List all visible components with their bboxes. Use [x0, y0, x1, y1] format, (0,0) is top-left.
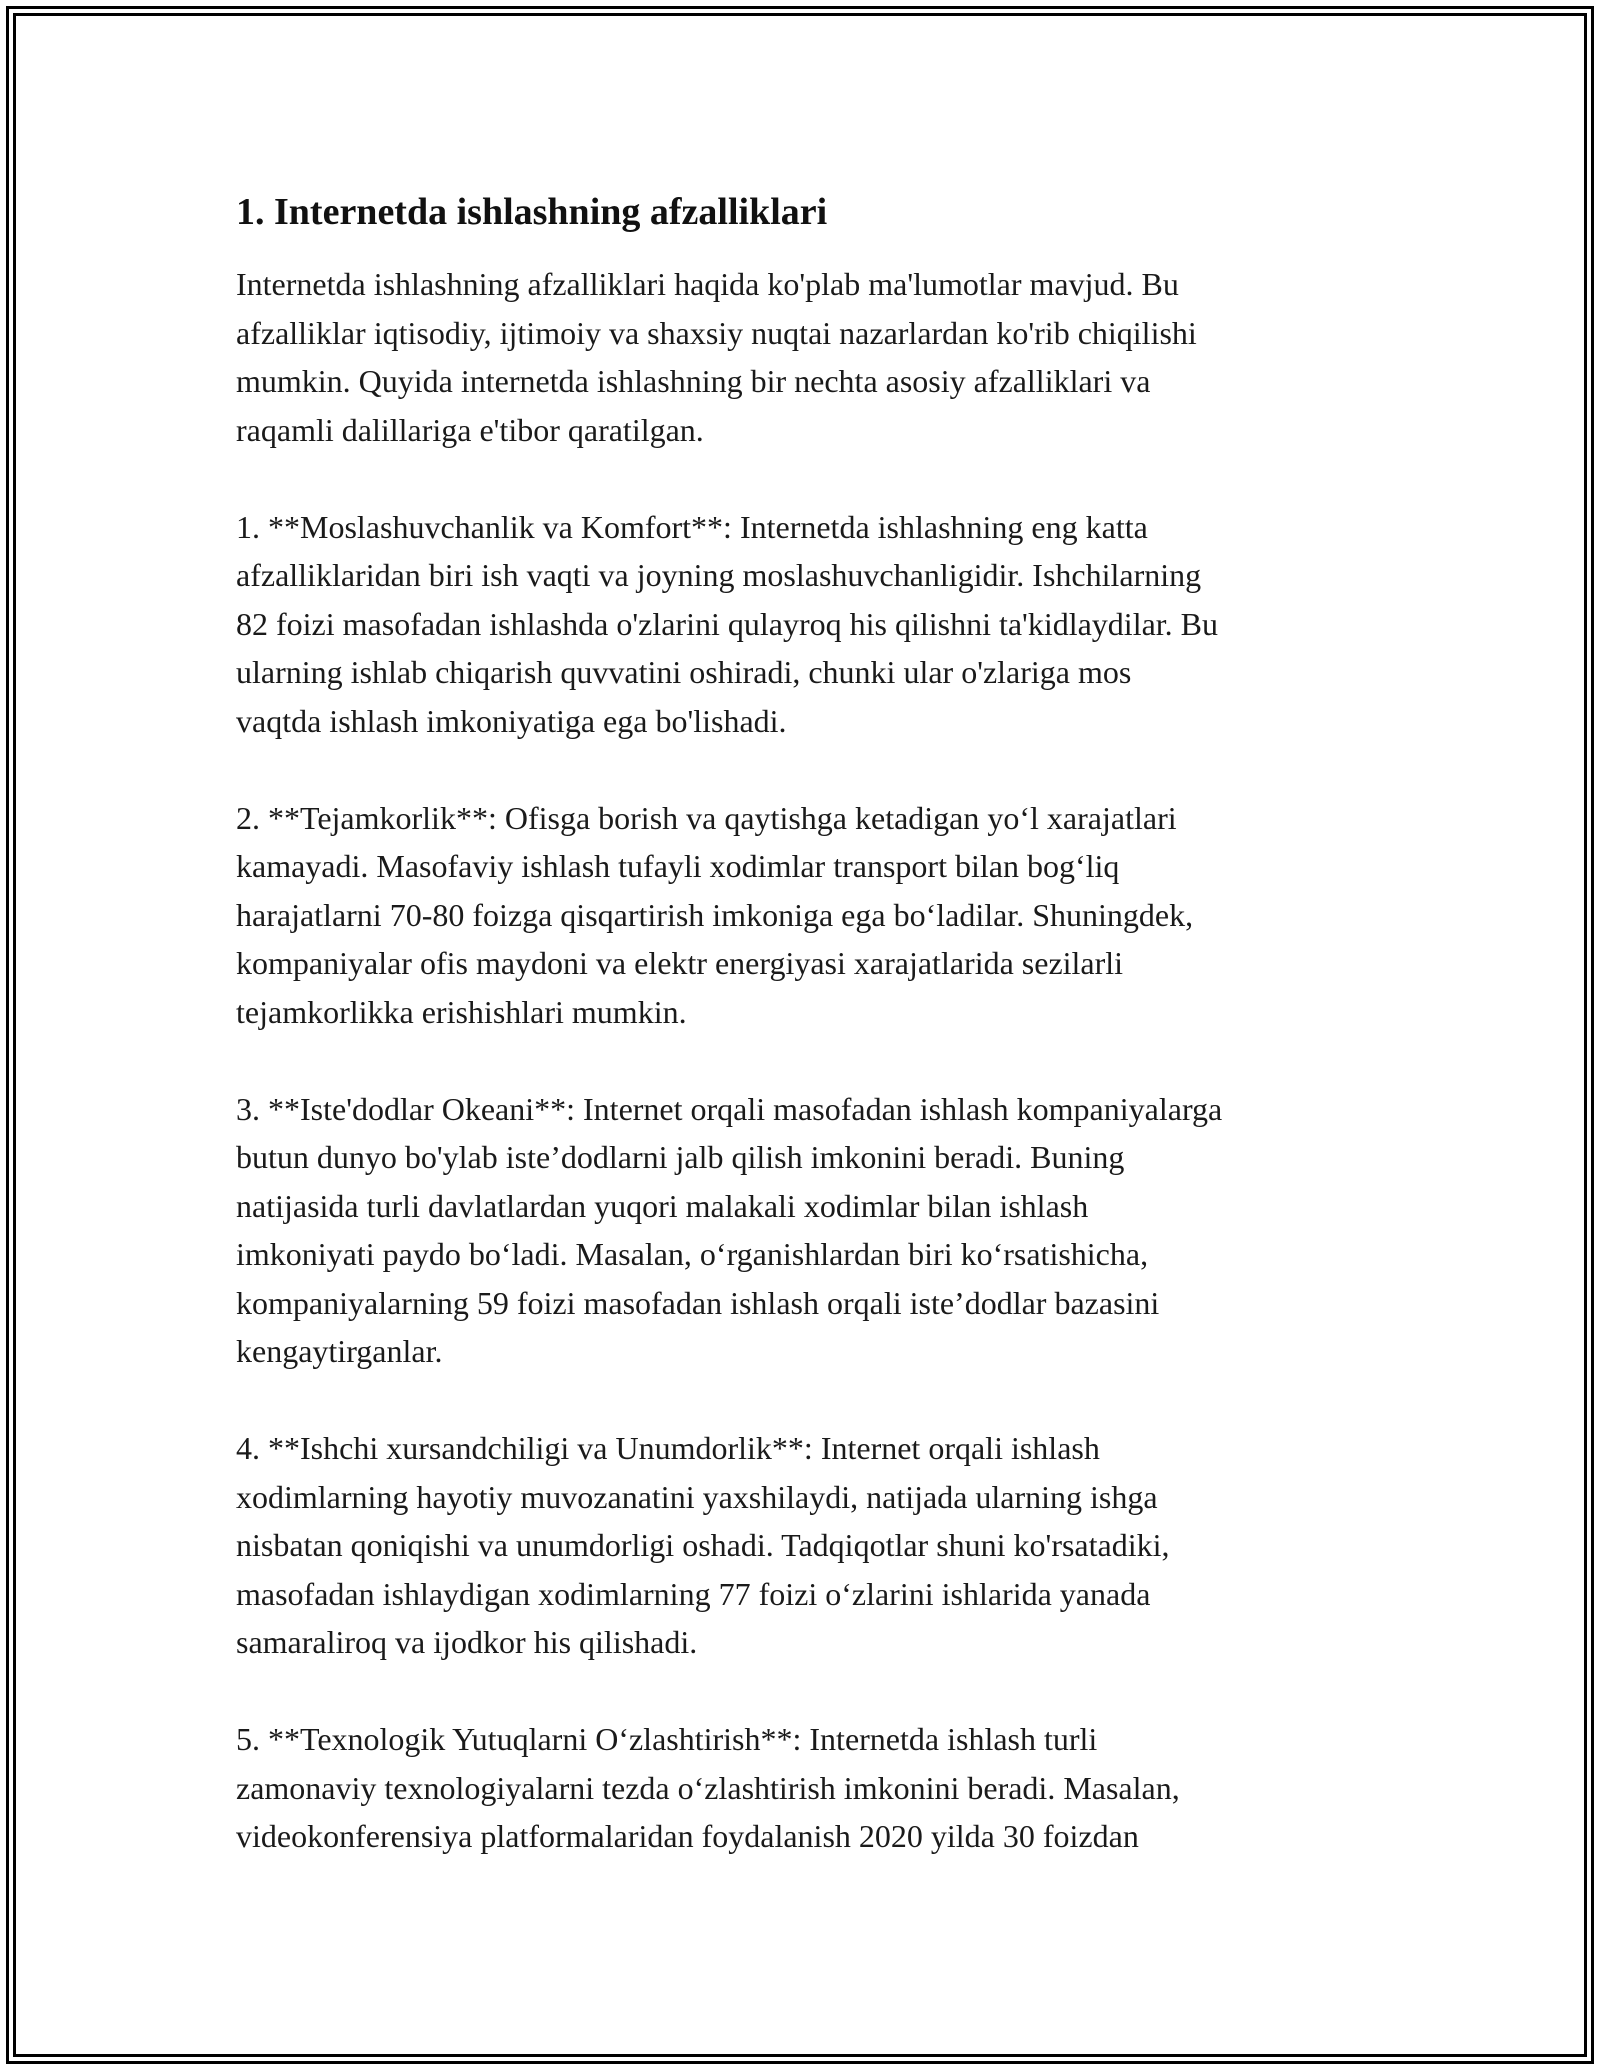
paragraph-line: tejamkorlikka erishishlari mumkin.	[236, 993, 687, 1030]
paragraph-line: 4. **Ishchi xursandchiligi va Unumdorlik**: Internet orqali ishlash	[236, 1430, 1100, 1466]
paragraph-line: mumkin. Quyida internetda ishlashning bir nechta asosiy afzalliklari va	[236, 363, 1151, 399]
paragraph-line: kompaniyalar ofis maydoni va elektr energiyasi xarajatlarida sezilarli	[236, 945, 1124, 981]
paragraph-line: afzalliklar iqtisodiy, ijtimoiy va shaxsiy nuqtai nazarlardan ko'rib chiqilishi	[236, 314, 1197, 351]
point-1-paragraph	[236, 503, 1386, 746]
paragraph-line: xodimlarning hayotiy muvozanatini yaxshilaydi, natijada ularning ishga	[236, 1478, 1158, 1515]
paragraph-line: kamayadi. Masofaviy ishlash tufayli xodimlar transport bilan bog‘liq	[236, 848, 1120, 884]
intro-paragraph	[236, 260, 1386, 454]
paragraph-line: natijasida turli davlatlardan yuqori malakali xodimlar bilan ishlash	[236, 1187, 1089, 1224]
paragraph-line: 2. **Tejamkorlik**: Ofisga borish va qaytishga ketadigan yo‘l xarajatlari	[236, 799, 1177, 836]
paragraph-line: imkoniyati paydo bo‘ladi. Masalan, o‘rganishlardan biri ko‘rsatishicha,	[236, 1236, 1149, 1272]
paragraph-line: 1. **Moslashuvchanlik va Komfort**: Internetda ishlashning eng katta	[236, 508, 1148, 545]
point-2-paragraph	[236, 794, 1386, 1037]
paragraph-line: samaraliroq va ijodkor his qilishadi.	[236, 1624, 698, 1660]
paragraph-line: harajatlarni 70-80 foizga qisqartirish imkoniga ega bo‘ladilar. Shuningdek,	[236, 896, 1194, 933]
paragraph-line: kengaytirganlar.	[236, 1333, 443, 1369]
paragraph-line: videokonferensiya platformalaridan foydalanish 2020 yilda 30 foizdan	[236, 1818, 1139, 1854]
paragraph-line: 82 foizi masofadan ishlashda o'zlarini qulayroq his qilishni ta'kidlaydilar. Bu	[236, 605, 1219, 642]
paragraph-line: butun dunyo bo'ylab iste’dodlarni jalb qilish imkonini beradi. Buning	[236, 1139, 1125, 1175]
paragraph-line: zamonaviy texnologiyalarni tezda o‘zlashtirish imkonini beradi. Masalan,	[236, 1769, 1180, 1806]
paragraph-line: vaqtda ishlash imkoniyatiga ega bo'lishadi.	[236, 702, 787, 739]
section-heading: 1. Internetda ishlashning afzalliklari	[236, 191, 828, 233]
paragraph-line: afzalliklaridan biri ish vaqti va joyning moslashuvchanligidir. Ishchilarning	[236, 557, 1202, 593]
paragraph-line: masofadan ishlaydigan xodimlarning 77 foizi o‘zlarini ishlarida yanada	[236, 1575, 1151, 1612]
paragraph-line: nisbatan qoniqishi va unumdorligi oshadi. Tadqiqotlar shuni ko'rsatadiki,	[236, 1527, 1170, 1563]
paragraph-line: Internetda ishlashning afzalliklari haqida ko'plab ma'lumotlar mavjud. Bu	[236, 266, 1179, 302]
paragraph-line: ularning ishlab chiqarish quvvatini oshiradi, chunki ular o'zlariga mos	[236, 654, 1132, 690]
paragraph-line: 3. **Iste'dodlar Okeani**: Internet orqali masofadan ishlash kompaniyalarga	[236, 1090, 1223, 1127]
point-3-paragraph	[236, 1085, 1386, 1376]
document-body	[236, 188, 1386, 1909]
point-5-paragraph	[236, 1715, 1386, 1861]
paragraph-line: raqamli dalillariga e'tibor qaratilgan.	[236, 411, 704, 448]
point-4-paragraph	[236, 1424, 1386, 1667]
paragraph-line: kompaniyalarning 59 foizi masofadan ishlash orqali iste’dodlar bazasini	[236, 1284, 1160, 1321]
paragraph-line: 5. **Texnologik Yutuqlarni O‘zlashtirish**: Internetda ishlash turli	[236, 1721, 1098, 1757]
